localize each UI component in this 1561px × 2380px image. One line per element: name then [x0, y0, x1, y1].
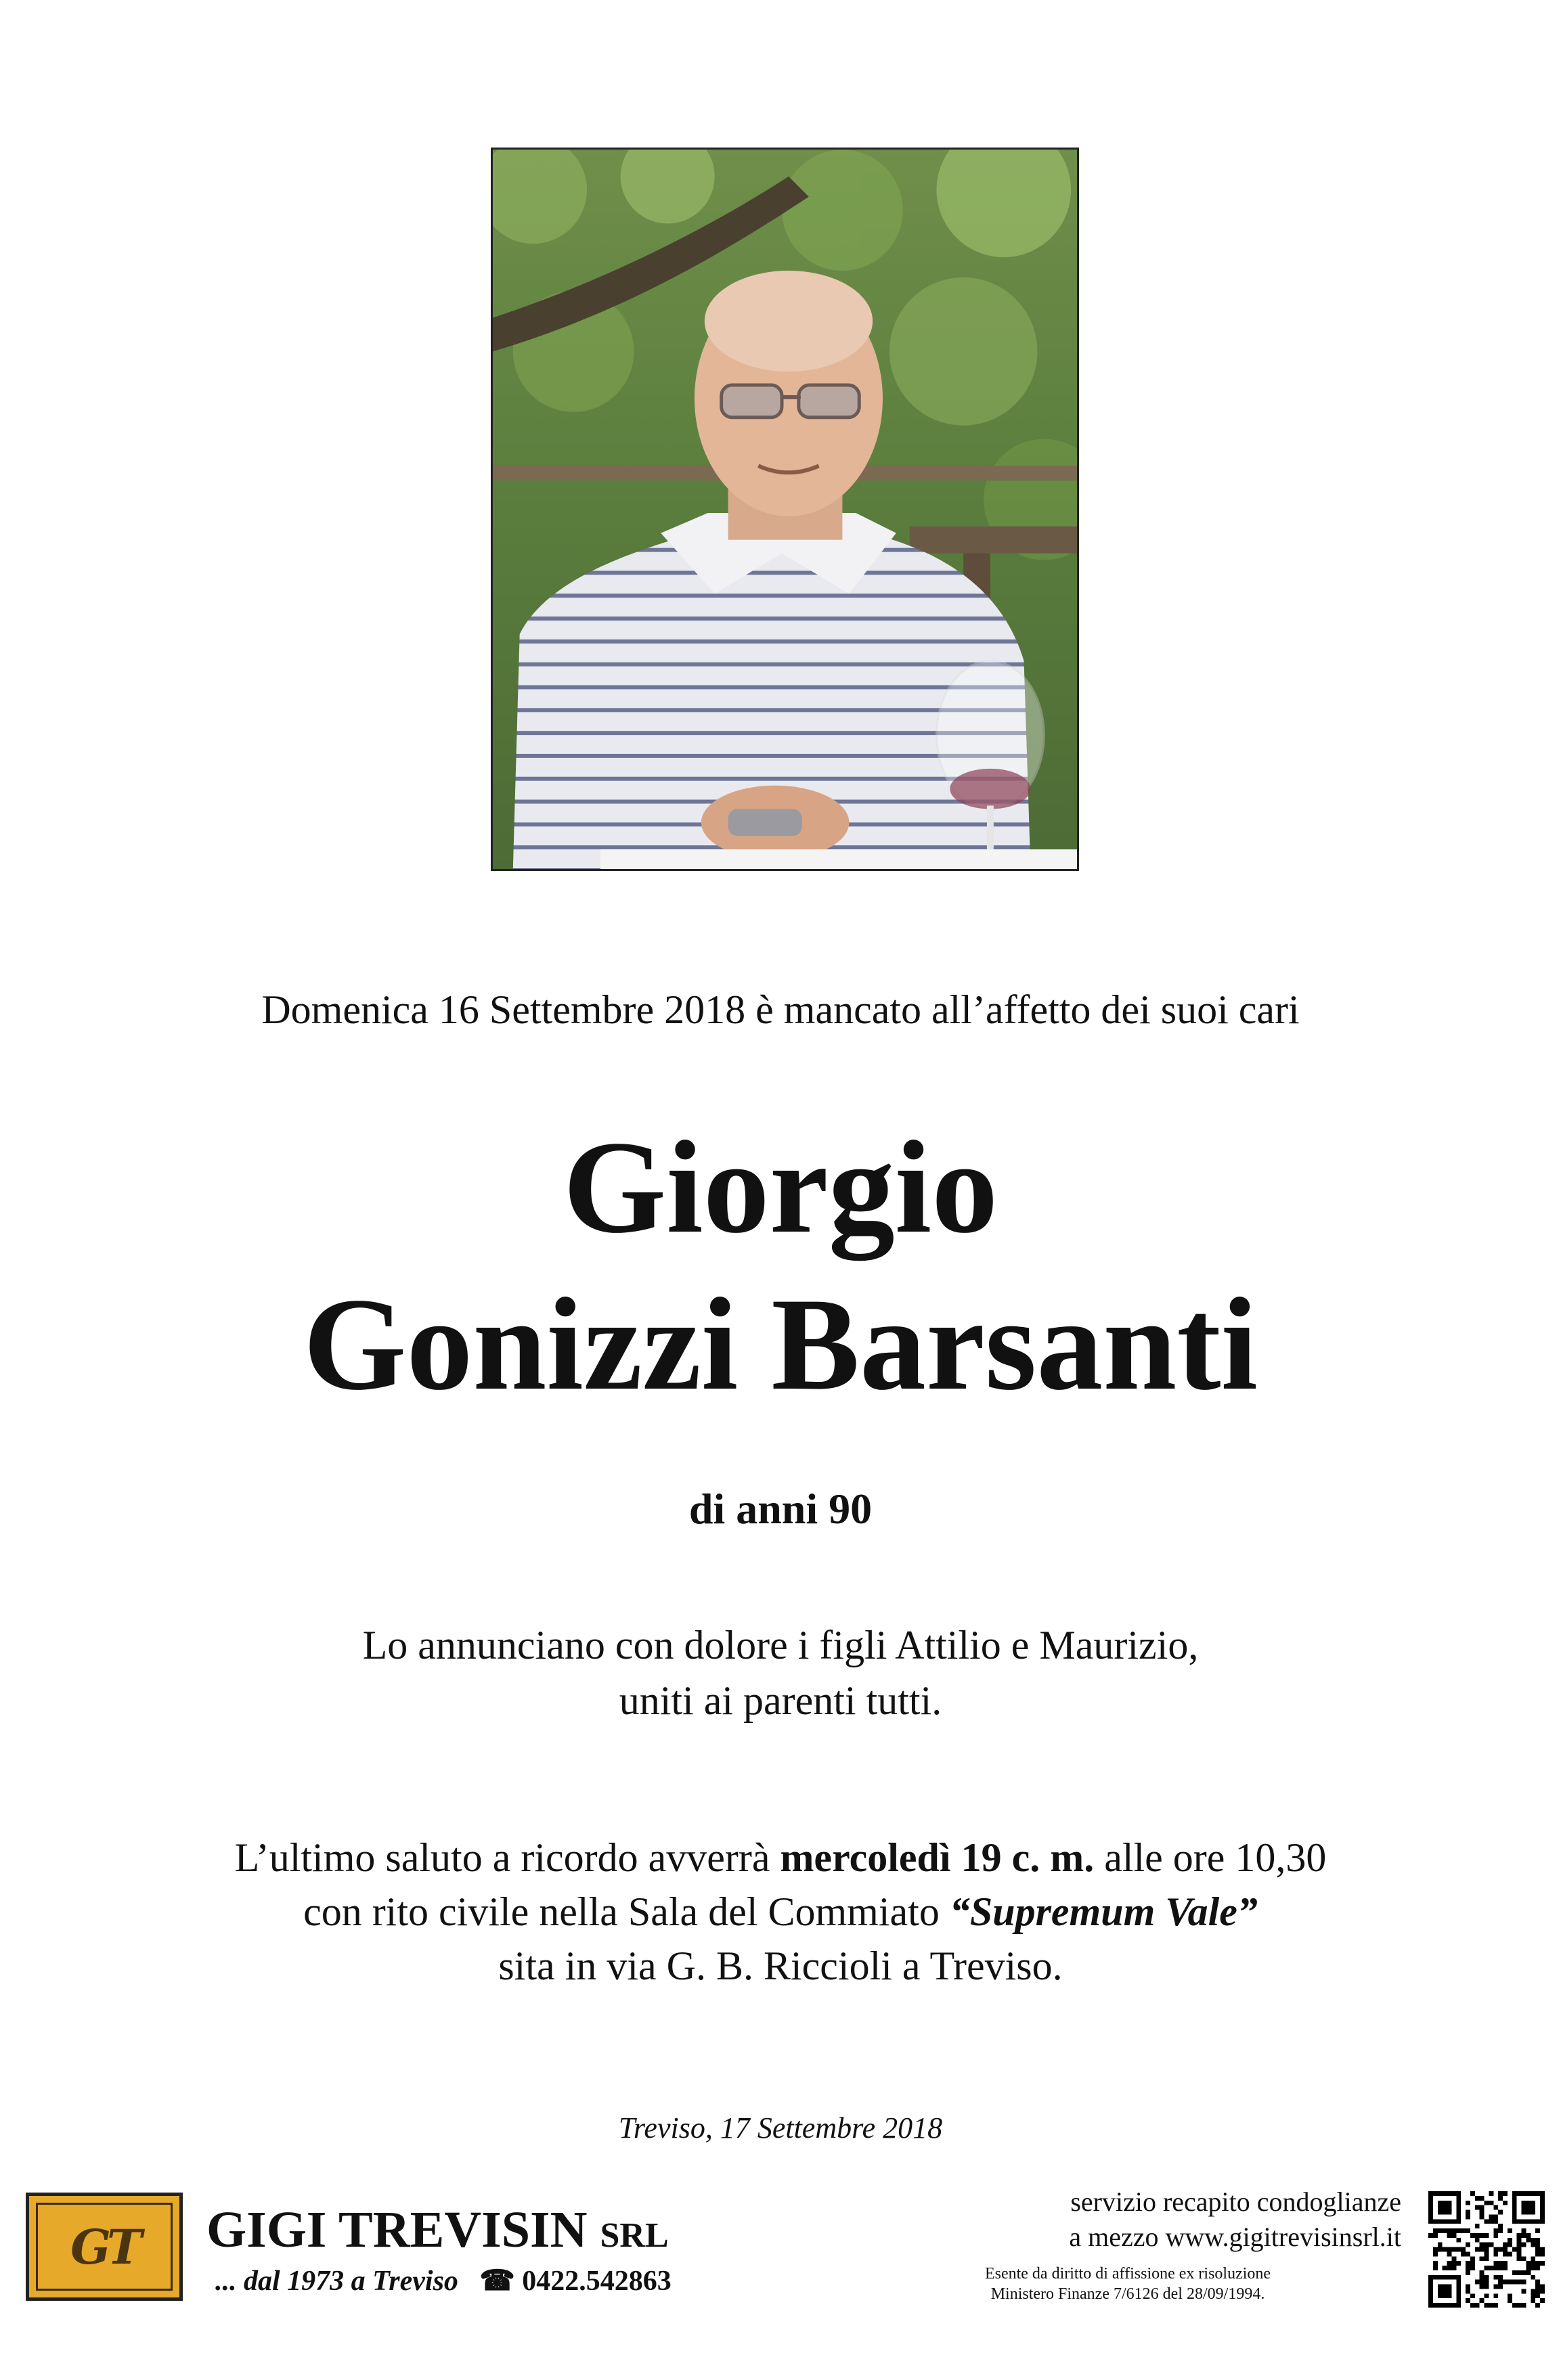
announcement-line-1: Lo annunciano con dolore i figli Attilio e Maurizio,	[362, 1623, 1199, 1667]
company-name-text: GIGI TREVISIN	[206, 2201, 588, 2258]
announcement-line-2: uniti ai parenti tutti.	[619, 1678, 942, 1723]
company-since-text: ... dal 1973 a Treviso	[215, 2266, 458, 2297]
phone-icon: ☎	[479, 2266, 515, 2297]
logo-monogram: GT	[36, 2203, 173, 2291]
ceremony-venue-text: con rito civile nella Sala del Commiato	[303, 1889, 950, 1934]
ceremony-time: alle ore 10,30	[1094, 1835, 1327, 1880]
ceremony-details	[0, 1831, 1561, 1993]
family-announcement	[0, 1617, 1561, 1728]
exempt-line-1: Esente da diritto di affissione ex risoluzione	[984, 2265, 1271, 2283]
ceremony-line-2	[0, 1885, 1561, 1939]
company-suffix: SRL	[600, 2216, 669, 2255]
deceased-first-name: Giorgio	[563, 1114, 998, 1261]
deceased-age: di anni 90	[688, 1485, 873, 1533]
ceremony-text: L’ultimo saluto a ricordo avverrà	[234, 1835, 780, 1880]
place-and-date: Treviso, 17 Settembre 2018	[618, 2111, 943, 2145]
portrait-photo	[491, 148, 1079, 871]
death-announcement-line: Domenica 16 Settembre 2018 è mancato all’affetto dei suoi cari	[261, 987, 1300, 1032]
ceremony-venue-name: “Supremum Vale”	[949, 1889, 1258, 1934]
ceremony-date: mercoledì 19 c. m.	[780, 1835, 1095, 1880]
qr-code-icon	[1428, 2191, 1545, 2308]
company-since	[215, 2262, 672, 2300]
phone-number: 0422.542863	[522, 2266, 672, 2297]
exempt-line-2: Ministero Finanze 7/6126 del 28/09/1994.	[990, 2285, 1265, 2303]
ceremony-line-1	[0, 1831, 1561, 1885]
condolence-service	[927, 2184, 1401, 2255]
company-name	[206, 2199, 669, 2266]
service-line-1: servizio recapito condoglianze	[1070, 2186, 1401, 2217]
company-logo	[26, 2193, 183, 2301]
deceased-last-name: Gonizzi Barsanti	[303, 1271, 1258, 1418]
tax-exemption-note	[891, 2264, 1365, 2304]
service-line-2: a mezzo www.gigitrevisinsrl.it	[1069, 2222, 1401, 2252]
ceremony-address: sita in via G. B. Riccioli a Treviso.	[498, 1944, 1063, 1988]
